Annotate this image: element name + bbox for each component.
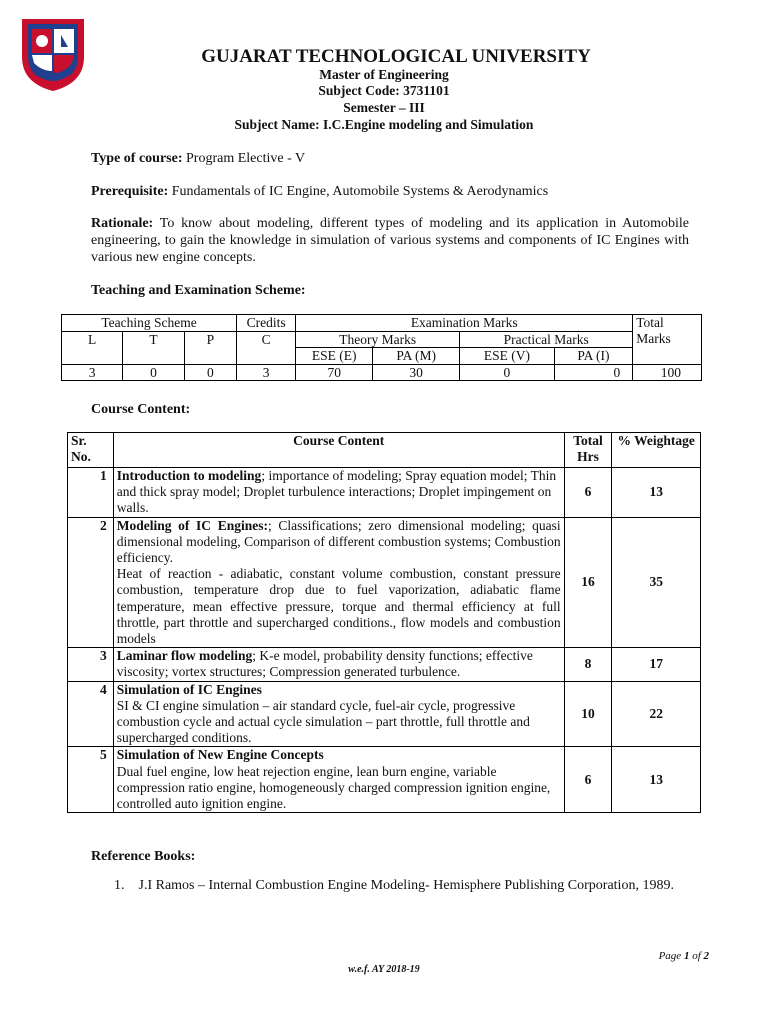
total-value: 100 bbox=[633, 364, 702, 381]
prerequisite bbox=[91, 183, 688, 200]
t-value: 0 bbox=[123, 364, 184, 381]
ese-e-value: 70 bbox=[296, 364, 373, 381]
p-value: 0 bbox=[184, 364, 236, 381]
rationale bbox=[91, 215, 689, 266]
course-type bbox=[91, 150, 688, 167]
ese-e-header: ESE (E) bbox=[296, 348, 373, 365]
table-row: 5 Simulation of New Engine Concepts Dual fuel engine, low heat rejection engine, lean burn engine, variable compression ratio engine, homogeneously charged compression ignition engine, controlled auto ignition engine. 6 13 bbox=[68, 747, 701, 813]
row-content: Simulation of IC Engines SI & CI engine simulation – air standard cycle, fuel-air cycle, progressive combustion cycle and actual cycle simulation – part throttle, full throttle and supercharged conditions. bbox=[113, 681, 564, 747]
prerequisite-label: Prerequisite: bbox=[91, 184, 169, 199]
semester: Semester – III bbox=[343, 100, 425, 115]
scheme-heading: Teaching and Examination Scheme: bbox=[91, 283, 306, 298]
program-name: Master of Engineering bbox=[319, 67, 449, 82]
c-value: 3 bbox=[237, 364, 296, 381]
subject-name: Subject Name: I.C.Engine modeling and Simulation bbox=[234, 117, 534, 132]
credits-header: Credits bbox=[237, 315, 296, 332]
course-content-header: Course Content bbox=[113, 433, 564, 468]
course-type-label: Type of course: bbox=[91, 151, 183, 166]
weightage-header: % Weightage bbox=[612, 433, 701, 468]
wef-note: w.e.f. AY 2018-19 bbox=[348, 964, 420, 975]
row-content: Laminar flow modeling; K-e model, probability density functions; effective viscosity; vortex structures; Compression generated turbulence. bbox=[113, 648, 564, 681]
total-hrs-header: Total Hrs bbox=[564, 433, 612, 468]
reference-item: 1. J.I Ramos – Internal Combustion Engine Modeling- Hemisphere Publishing Corporation, 1989. bbox=[114, 878, 674, 893]
rationale-label: Rationale: bbox=[91, 216, 154, 231]
scheme-table bbox=[61, 314, 702, 381]
c-header: C bbox=[237, 331, 296, 364]
references-heading: Reference Books: bbox=[91, 849, 196, 864]
l-value: 3 bbox=[62, 364, 123, 381]
table-row: 4 Simulation of IC Engines SI & CI engine simulation – air standard cycle, fuel-air cycle, progressive combustion cycle and actual cycle simulation – part throttle, full throttle and supercharged conditions. 10 22 bbox=[68, 681, 701, 747]
l-header: L bbox=[62, 331, 123, 364]
sr-no-header: Sr. No. bbox=[68, 433, 114, 468]
row-content: Introduction to modeling; importance of modeling; Spray equation model; Thin and thick spray model; Droplet turbulence interactions; Droplet impingement on walls. bbox=[113, 468, 564, 518]
row-content: Modeling of IC Engines:; Classifications; zero dimensional modeling; quasi dimensional modeling, Comparison of different combustion systems; Combustion efficiency. Heat of reaction - adiabatic, constant volume combustion, constant pressure combustion, temperature drop due to fuel vaporization, adiabatic flame temperature, mean effective pressure, torque and thermal efficiency at full throttle, part throttle and supercharged conditions., flow models and combustion models bbox=[113, 517, 564, 648]
course-content-table bbox=[67, 432, 701, 813]
university-title: GUJARAT TECHNOLOGICAL UNIVERSITY bbox=[201, 46, 591, 67]
rationale-value: To know about modeling, different types of modeling and its application in Automobile engineering, to gain the knowledge in simulation of various systems and components of IC Engines with various new engine concepts. bbox=[91, 216, 689, 265]
ese-v-value: 0 bbox=[460, 364, 555, 381]
pa-i-header: PA (I) bbox=[554, 348, 633, 365]
prerequisite-value: Fundamentals of IC Engine, Automobile Systems & Aerodynamics bbox=[171, 184, 549, 199]
total-marks-header: Total Marks bbox=[633, 315, 702, 365]
exam-marks-header: Examination Marks bbox=[296, 315, 633, 332]
teaching-scheme-header: Teaching Scheme bbox=[62, 315, 237, 332]
content-heading: Course Content: bbox=[91, 402, 191, 417]
course-type-value: Program Elective - V bbox=[186, 151, 306, 166]
t-header: T bbox=[123, 331, 184, 364]
table-row: 2 Modeling of IC Engines:; Classifications; zero dimensional modeling; quasi dimensional modeling, Comparison of different combustion systems; Combustion efficiency. Heat of reaction - adiabatic, constant volume combustion, constant pressure combustion, temperature drop due to fuel vaporization, adiabatic flame temperature, mean effective pressure, torque and thermal efficiency at full throttle, part throttle and supercharged conditions., flow models and combustion models 16 35 bbox=[68, 517, 701, 648]
pa-m-header: PA (M) bbox=[373, 348, 460, 365]
row-content: Simulation of New Engine Concepts Dual fuel engine, low heat rejection engine, lean burn engine, variable compression ratio engine, homogeneously charged compression ignition engine, controlled auto ignition engine. bbox=[113, 747, 564, 813]
practical-header: Practical Marks bbox=[460, 331, 633, 348]
page-number: Page 1 of 2 bbox=[658, 950, 709, 962]
pa-m-value: 30 bbox=[373, 364, 460, 381]
pa-i-value: 0 bbox=[554, 364, 633, 381]
p-header: P bbox=[184, 331, 236, 364]
subject-code: Subject Code: 3731101 bbox=[318, 83, 450, 98]
theory-header: Theory Marks bbox=[296, 331, 460, 348]
table-row: 3 Laminar flow modeling; K-e model, probability density functions; effective viscosity; vortex structures; Compression generated turbulence. 8 17 bbox=[68, 648, 701, 681]
ese-v-header: ESE (V) bbox=[460, 348, 555, 365]
table-row: 1 Introduction to modeling; importance of modeling; Spray equation model; Thin and thick spray model; Droplet turbulence interactions; Droplet impingement on walls. 6 13 bbox=[68, 468, 701, 518]
